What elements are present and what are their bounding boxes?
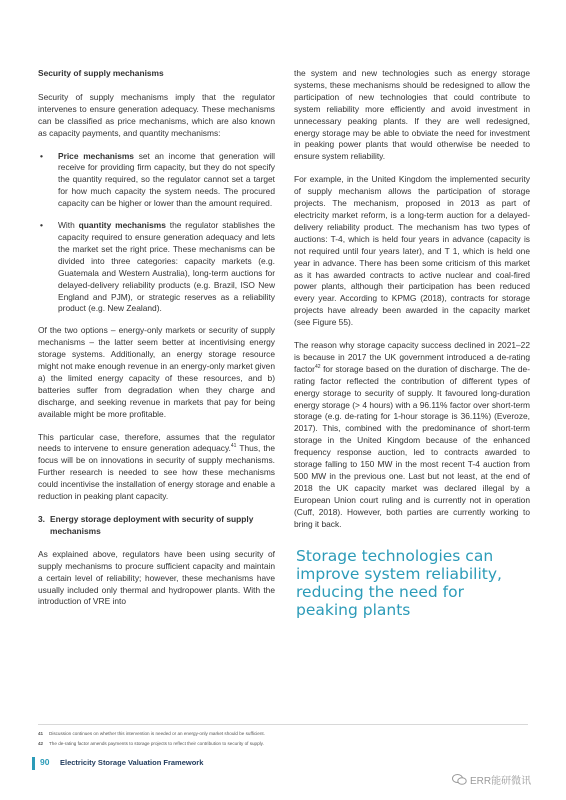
footnotes [38,729,265,749]
subsection-heading [38,514,275,538]
footnote [38,739,265,749]
publication-title: Electricity Storage Valuation Framework [60,758,204,767]
section-heading: Security of supply mechanisms [38,68,164,78]
paragraph: Security of supply mechanisms imply that the regulator intervenes to ensure generation adequacy. These mechanisms can be classified as price mechanisms, which are also known as capacity payments, and quantity mechanisms: [38,91,275,138]
paragraph: the system and new technologies such as energy storage systems, these mechanisms should be redesigned to allow the participation of new technologies that could contribute to system reliability more efficiently and avoid investment in unnecessary peaking plants. If they are well redesigned, energy storage may be able to obviate the need for investment in peaking power plants that would otherwise be needed to ensure system reliability. [294,68,530,162]
watermark-text: ERR能研微讯 [470,776,532,787]
paragraph [294,340,530,531]
footnote-number: 41 [38,731,44,736]
subsection-title: Energy storage deployment with security of supply mechanisms [50,514,254,536]
footnote-text: The de-rating factor amends payments to storage projects to reflect their contribution to security of supply. [49,741,264,746]
bullet-lead: quantity mechanisms [78,220,166,231]
left-column [38,68,275,619]
bullet-text: the regulator stablishes the capacity required to ensure generation adequacy and lets the market set the right price. These mechanisms can be divided into three categories: capacity markets (e.g. Guatemala and Western Australia), long-term auctions for delayed-delivery reliability products (e.g. Brazil, ISO New England and PJM), or strategic reserves as a reliability product (e.g. New Zealand). [58,220,276,314]
paragraph-text: Thus, the focus will be on innovations in security of supply mechanisms. Further research is needed to see how these mechanisms could incentivise the installation of energy storage and enable a reduction in peaking plant capacity. [38,443,275,502]
right-column [294,68,530,619]
paragraph [38,432,275,503]
paragraph-text: This particular case, therefore, assumes that the regulator needs to intervene to ensure generation adequacy. [38,431,275,454]
pull-quote: Storage technologies can improve system reliability, reducing the need for peaking plants [296,546,502,619]
paragraph: Of the two options – energy-only markets or security of supply mechanisms – the latter seem better at incentivising energy storage systems. Additionally, an energy storage resource might not make enough revenue in an energy-only market given a) the limited energy capacity of these resources, and b) batteries suffer from degradation when they charge and discharge, and seeking revenue in markets that pay for being available might be more profitable. [38,325,275,419]
watermark [452,772,531,787]
footnote-divider [38,724,528,725]
page-number-bar [32,757,35,770]
bullet-text: set an income that generation will receive for providing firm capacity, but they do not specify the quantity required, so the regulator cannot set a target for how much capacity the system needs. The procured capacity can be higher or lower than the amount required. [58,150,275,209]
list-item [38,151,275,211]
mechanism-list [38,151,275,316]
bullet-icon: • [40,150,43,161]
bullet-pre: With [58,220,79,231]
footnote-ref: 42 [314,364,321,371]
list-item [38,220,275,315]
footnote-ref: 41 [230,443,237,450]
footnote-number: 42 [38,741,44,746]
bullet-lead: Price mechanisms [58,150,134,161]
page-number: 90 [40,757,50,767]
footnote [38,729,265,739]
bullet-icon: • [40,220,43,231]
footnote-text: Discussion continues on whether this intervention is needed or an energy-only market should be sufficient. [49,731,265,736]
wechat-icon [452,774,467,785]
paragraph: As explained above, regulators have been using security of supply mechanisms to procure sufficient capacity and maintain a certain level of reliability; however, these mechanisms have usually included only thermal and hydropower plants. With the introduction of VRE into [38,548,275,607]
paragraph-text: The reason why storage capacity success declined in 2021–22 is because in 2017 the UK government introduced a de-rating factor [294,340,530,374]
subsection-number: 3. [38,514,45,524]
paragraph: For example, in the United Kingdom the implemented security of supply mechanism allows the participation of storage projects. The mechanism, proposed in 2013 as part of electricity market reform, is a long-term auction for a delayed-delivery reliability product. The mechanism has two types of auctions: T-4, which is held four years in advance (capacity is not required until four years later), and T 1, which is held one year in advance. There has been some criticism of this market as it has awarded contracts to active nuclear and coal-fired power plants, although their participation has been reduced every year. According to KPMG (2018), contracts for storage projects have already been awarded in the capacity market (see Figure 55). [294,174,530,328]
paragraph-text: for storage based on the duration of discharge. The de-rating factor reflected the contribution of different types of energy storage to security of supply. It favoured long-duration energy storage (> 4 hours) with a 96.11% factor over short-term storage (e.g. de-rating for 1-hour storage is 36.11%) (Everoze, 2017). This, combined with the predominance of short-term storage in the United Kingdom because of the enhanced frequency response auction, led to contracts awarded to storage falling to 150 MW in the most recent T-4 auction from 500 MW in the previous one. Last but not least, at the end of 2018 the UK capacity market was declared illegal by a European Union court ruling and is currently not in operation (Cuff, 2018). However, both parties are currently working to bring it back. [294,363,530,529]
